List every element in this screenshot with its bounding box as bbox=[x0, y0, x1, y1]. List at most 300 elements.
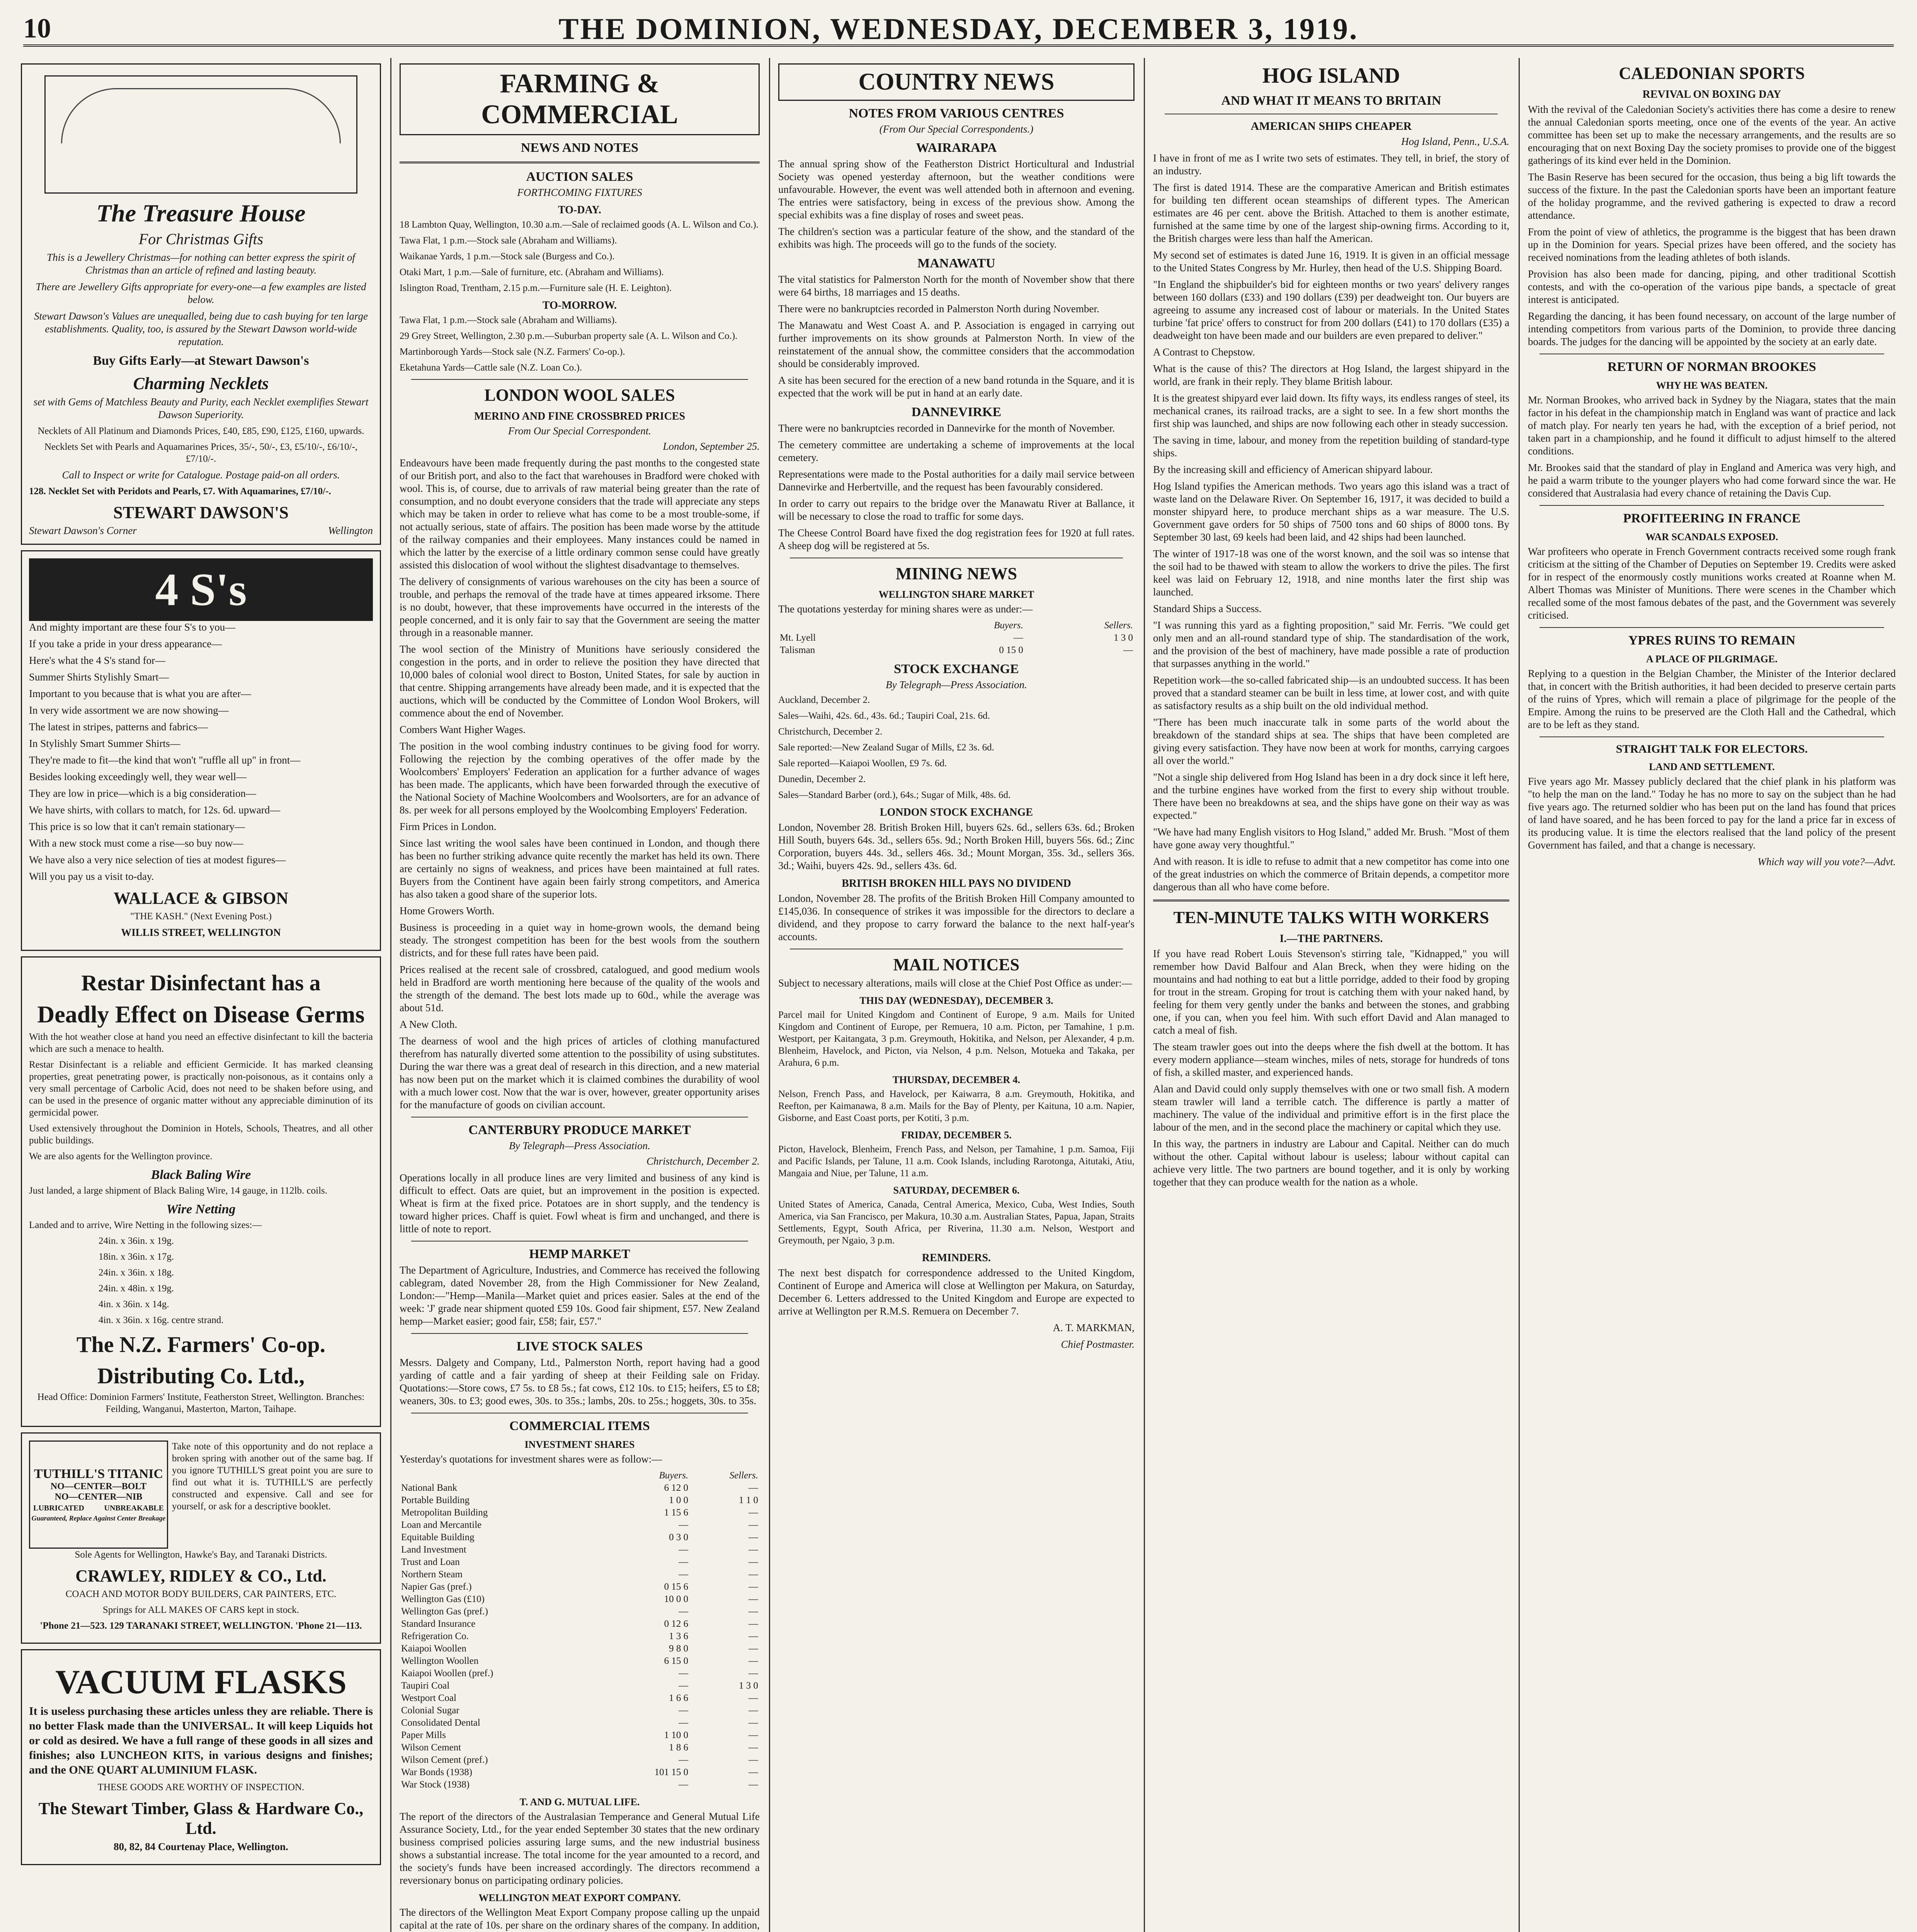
article-headline: HOG ISLAND bbox=[1262, 64, 1400, 88]
paragraph: "I was running this yard as a fighting proposition," said Mr. Ferris. "We could get only men and an all-round standard type of ship. The standardisation of the work, and the provision of the best of machinery, have made possible a rate of production that surpasses anything in the world." bbox=[1153, 619, 1509, 669]
table-cell: 1 6 6 bbox=[669, 1693, 689, 1703]
mail-day-text: Parcel mail for United Kingdom and Continent of Europe, 9 a.m. Mails for United Kingdom and Continent of Europe, per Remuera, 10 a.m. Picton, per Tamahine, 1 p.m. Westport, per Kaitangata, 3 p.m. Greymouth, Hokitika, and Nelson, per Alexander, 4 p.m. Blenheim, Havelock, and Picton, via Nelson, 4 p.m. Nelson, Motueka and Takaka, per Arahura, 6 p.m. bbox=[778, 1010, 1135, 1068]
table-cell: — bbox=[748, 1693, 758, 1703]
table-cell: 1 15 6 bbox=[664, 1507, 689, 1518]
paragraph: Dunedin, December 2. bbox=[778, 774, 866, 784]
paragraph: 18 Lambton Quay, Wellington, 10.30 a.m.—Sale of reclaimed goods (A. L. Wilson and Co.). bbox=[400, 219, 759, 230]
table-row bbox=[400, 1717, 760, 1729]
paragraph: And mighty important are these four S's to you— bbox=[29, 621, 236, 633]
ad-body: With the hot weather close at hand you need an effective disinfectant to kill the bacteria which are such a menace to health. bbox=[29, 1032, 373, 1054]
ad-title: Deadly Effect on Disease Germs bbox=[37, 1002, 365, 1028]
paragraph: Sales—Standard Barber (ord.), 64s.; Sugar of Milk, 48s. 6d. bbox=[778, 790, 1011, 800]
table-cell: Wellington Gas (pref.) bbox=[401, 1606, 488, 1617]
table-cell: Paper Mills bbox=[401, 1730, 446, 1740]
table-cell: Wilson Cement bbox=[401, 1742, 461, 1753]
ad-firm: Distributing Co. Ltd., bbox=[97, 1363, 305, 1388]
logo-text: LUBRICATED bbox=[33, 1504, 84, 1512]
logo-text: TUTHILL'S TITANIC bbox=[34, 1467, 163, 1481]
table-cell: Napier Gas (pref.) bbox=[401, 1582, 472, 1592]
table-cell: Mt. Lyell bbox=[780, 633, 816, 643]
paragraph: With the revival of the Caledonian Society's activities there has come a desire to renew the annual Caledonian sports meeting, once one of the events of the year. An active committee has been set up to make the necessary arrangements, and the results are so encouraging that on next Boxing Day the society promises to provide one of the biggest gatherings of its kind ever held in the Dominion. bbox=[1528, 104, 1896, 166]
table-row bbox=[400, 1544, 760, 1556]
table-row bbox=[400, 1494, 760, 1507]
article-body: Operations locally in all produce lines are very limited and business of any kind is difficult to effect. Oats are quiet, but an improvement in the position is expected. Wheat is firm at the fixed price. Potatoes are in short supply, and the tendency is toward higher prices. Chaff is quiet. Fowl wheat is firm and unchanged, and there is little of note to report. bbox=[400, 1172, 760, 1235]
section-title: FARMING & COMMERCIAL bbox=[481, 69, 678, 129]
table-cell: — bbox=[679, 1779, 689, 1790]
paragraph: Standard Ships a Success. bbox=[1153, 603, 1262, 614]
table-row bbox=[400, 1754, 760, 1766]
titanic-logo bbox=[29, 1440, 168, 1549]
paragraph: 4in. x 36in. x 14g. bbox=[99, 1299, 169, 1310]
table-row bbox=[400, 1618, 760, 1630]
logo-text: Guaranteed, Replace Against Center Breakage bbox=[31, 1514, 166, 1522]
paragraph: Here's what the 4 S's stand for— bbox=[29, 655, 166, 666]
table-cell: 10 0 0 bbox=[664, 1594, 689, 1604]
logo-text: NO—CENTER—BOLT bbox=[50, 1481, 147, 1492]
ad-cta: Buy Gifts Early—at Stewart Dawson's bbox=[93, 354, 309, 368]
paragraph: With a new stock must come a rise—so buy now— bbox=[29, 837, 243, 849]
paragraph: The children's section was a particular feature of the show, and the standard of the exhibits was high. The proceeds will go to the funds of the society. bbox=[778, 226, 1135, 250]
table-cell: — bbox=[679, 1606, 689, 1617]
paragraph: This price is so low that it can't remain stationary— bbox=[29, 821, 245, 832]
table-cell: Taupiri Coal bbox=[401, 1680, 450, 1691]
paragraph: Besides looking exceedingly well, they wear well— bbox=[29, 771, 247, 782]
table-cell: — bbox=[679, 1544, 689, 1555]
paragraph: 4in. x 36in. x 16g. centre strand. bbox=[99, 1315, 224, 1325]
paragraph: Repetition work—the so-called fabricated ship—is an undoubted success. It has been proved that a standard steamer can be built in less time, at lower cost, and with quite as satisfactory results as a ship built on the old individual method. bbox=[1153, 674, 1509, 711]
article-subhead: BRITISH BROKEN HILL PAYS NO DIVIDEND bbox=[842, 878, 1071, 889]
ad-body: This is a Jewellery Christmas—for nothing can better express the spirit of Christmas than an article of refined and lasting beauty. bbox=[47, 252, 355, 276]
ad-firm-tag: "THE KASH." (Next Evening Post.) bbox=[130, 911, 272, 922]
article-body: Replying to a question in the Belgian Chamber, the Minister of the Interior declared that, in concert with the British authorities, it had been decided to preserve certain parts of the ruins of Ypres, which will remain a place of pilgrimage for the people of the Empire. Among the ruins to be preserved are the Cloth Hall and the Cathedral, which are to be left as they stand. bbox=[1528, 668, 1896, 730]
ad-body: Landed and to arrive, Wire Netting in the following sizes:— bbox=[29, 1220, 262, 1230]
table-cell: — bbox=[748, 1532, 758, 1543]
four-s-ad bbox=[21, 550, 381, 951]
ad-title: Restar Disinfectant has a bbox=[81, 970, 321, 995]
ad-heading: Black Baling Wire bbox=[151, 1168, 251, 1182]
article-headline: MINING NEWS bbox=[895, 564, 1017, 583]
table-cell: 1 8 6 bbox=[669, 1742, 689, 1753]
article-body bbox=[1528, 103, 1896, 348]
section-banner bbox=[778, 63, 1135, 101]
table-cell: Refrigeration Co. bbox=[401, 1631, 469, 1641]
paragraph: Waikanae Yards, 1 p.m.—Stock sale (Burgess and Co.). bbox=[400, 251, 615, 262]
treasure-house-ad bbox=[21, 63, 381, 545]
paragraph: Christchurch, December 2. bbox=[778, 726, 883, 737]
ad-subtitle: For Christmas Gifts bbox=[138, 230, 264, 248]
table-cell: Wellington Gas (£10) bbox=[401, 1594, 485, 1604]
ad-body: Just landed, a large shipment of Black Baling Wire, 14 gauge, in 112lb. coils. bbox=[29, 1185, 327, 1196]
mail-schedule bbox=[778, 995, 1135, 1247]
table-row bbox=[400, 1630, 760, 1643]
table-cell: War Bonds (1938) bbox=[401, 1767, 473, 1777]
dateline: London, September 25. bbox=[663, 440, 760, 452]
table-cell: Standard Insurance bbox=[401, 1619, 476, 1629]
paragraph: The Manawatu and West Coast A. and P. Association is engaged in carrying out further improvements on its show grounds at Palmerston North. In view of the reinstatement of the annual show, the committee considers that the accommodation should be considerably improved. bbox=[778, 320, 1135, 369]
page-number: 10 bbox=[23, 13, 51, 44]
article-subhead: T. AND G. MUTUAL LIFE. bbox=[519, 1796, 640, 1808]
paragraph: A Contrast to Chepstow. bbox=[1153, 346, 1255, 358]
paragraph: Firm Prices in London. bbox=[400, 821, 497, 832]
logo-text: NO—CENTER—NIB bbox=[54, 1492, 143, 1502]
paragraph: Provision has also been made for dancing, piping, and other traditional Scottish contests, and with the co-operation of the various pipe bands, a spectacle of great interest is anticipated. bbox=[1528, 268, 1896, 305]
paragraph: What is the cause of this? The directors at Hog Island, the largest shipyard in the world, are frank in their reply. They blame British labour. bbox=[1153, 363, 1509, 387]
paragraph: Otaki Mart, 1 p.m.—Sale of furniture, etc. (Abraham and Williams). bbox=[400, 267, 664, 277]
paragraph: The position in the wool combing industry continues to be giving food for worry. Following the rejection by the combing operatives of the offer made by the Woolcombers' Employers' Federation an application for a further advance of wages has been made. The applicants, which have been forwarded through the executive of the National Society of Machine Woolcombers and Woolsorters, are for an advance of 8s. per week for all persons employed by the Woolcombing Employers' Federation. bbox=[400, 740, 760, 816]
table-row bbox=[400, 1568, 760, 1581]
paragraph: Regarding the dancing, it has been found necessary, on account of the large number of intending competitors from various parts of the Dominion, to provide three dancing boards. The judges for the dancing will be appointed by the society at an early date. bbox=[1528, 310, 1896, 347]
table-cell: — bbox=[748, 1507, 758, 1518]
paragraph: Tawa Flat, 1 p.m.—Stock sale (Abraham and Williams). bbox=[400, 315, 617, 325]
table-row bbox=[400, 1593, 760, 1605]
article-body: War profiteers who operate in French Government contracts received some rough frank criticism at the sitting of the Chamber of Deputies on September 19. Credits were asked for in respect of the enormously costly munitions works created at Roanne when M. Albert Thomas was Minister of Munitions. There were scenes in the Chamber which recalled some of the most famous debates of the past, and the Government was severely criticised. bbox=[1528, 546, 1896, 621]
paragraph: We have also a very nice selection of ties at modest figures— bbox=[29, 854, 286, 866]
paragraph: The annual spring show of the Featherston District Horticultural and Industrial Society was opened yesterday afternoon, but the weather conditions were unfavourable. However, the event was well attended both in afternoon and evening. The entries were satisfactory, being in excess of the previous show. Among the special exhibits was a fine display of roses and sweet peas. bbox=[778, 158, 1135, 221]
article-body: London, November 28. British Broken Hill, buyers 62s. 6d., sellers 63s. 6d.; Broken Hill South, buyers 64s. 3d., sellers 65s. 9d.; North Broken Hill, buyers 56s. 6d.; Zinc Corporation, buyers 44s. 3d., sellers 46s. 3d.; Mount Morgan, 35s. 3d., sellers 36s. 3d.; Waihi, buyers 42s. 9d., sellers 43s. 6d. bbox=[778, 821, 1135, 871]
article-body bbox=[1528, 394, 1896, 500]
table-row bbox=[400, 1482, 760, 1494]
table-row bbox=[778, 644, 1135, 656]
mail-day-heading: THIS DAY (WEDNESDAY), DECEMBER 3. bbox=[859, 995, 1053, 1006]
paragraph: Prices realised at the recent sale of crossbred, catalogued, and good medium wools held in Bradford are worth mentioning here because of the quality of the wools and the strength of the demand. The best lots made up to 60d., while the average was about 51d. bbox=[400, 964, 760, 1014]
paragraph: "In England the shipbuilder's bid for eighteen months or two years' delivery ranges between 160 dollars (£33) and 190 dollars (£39) per deadweight ton. Our buyers are agreeing to assume any increased cost of labour or materials. In the United States turbine 'fat price' offers to construct for from 200 dollars (£41) to 170 dollars (£35) a deadweight ton have been made and our builders are even prepared to deliver." bbox=[1153, 279, 1509, 341]
ad-heading: Charming Necklets bbox=[133, 374, 269, 393]
paragraph: The latest in stripes, patterns and fabrics— bbox=[29, 721, 208, 733]
table-cell: War Stock (1938) bbox=[401, 1779, 470, 1790]
ad-body: Call to Inspect or write for Catalogue. Postage paid-on all orders. bbox=[62, 469, 340, 481]
paragraph: In very wide assortment we are now showing— bbox=[29, 704, 229, 716]
table-cell: 0 15 0 bbox=[999, 645, 1023, 655]
ad-body: Stewart Dawson's Values are unequalled, being due to cash buying for ten large establishments. Quality, too, is assured by the Stewart Dawson world-wide reputation. bbox=[34, 310, 368, 347]
paragraph: From the point of view of athletics, the programme is the biggest that has been drawn up in the Dominion for years. Special prizes have been offered, and the society has received nominations from the leading athletes of both islands. bbox=[1528, 226, 1896, 263]
paragraph: Business is proceeding in a quiet way in home-grown wools, the demand being steady. The strongest competition has been for the best wools from the southern districts, and for these full rates have been paid. bbox=[400, 922, 760, 959]
article-body bbox=[778, 273, 1135, 400]
paragraph: The Cheese Control Board have fixed the dog registration fees for 1920 at full rates. A sheep dog will be registered at 5s. bbox=[778, 527, 1135, 551]
table-row bbox=[400, 1692, 760, 1704]
table-cell: 0 15 6 bbox=[664, 1582, 689, 1592]
table-cell: — bbox=[748, 1755, 758, 1765]
table-cell: Consolidated Dental bbox=[401, 1718, 480, 1728]
paragraph: "There has been much inaccurate talk in some parts of the world about the breakdown of the standard ships at sea. The ships that have been completed are giving every satisfaction. They have now been at work for months, carrying cargoes all over the world." bbox=[1153, 716, 1509, 766]
table-cell: — bbox=[748, 1668, 758, 1679]
article-body: The quotations yesterday for mining shares were as under:— bbox=[778, 603, 1033, 615]
table-cell: Wellington Woollen bbox=[401, 1656, 479, 1666]
table-cell: — bbox=[679, 1718, 689, 1728]
paragraph: Islington Road, Trentham, 2.15 p.m.—Furniture sale (H. E. Leighton). bbox=[400, 283, 672, 293]
paragraph: I have in front of me as I write two sets of estimates. They tell, in brief, the story of an industry. bbox=[1153, 152, 1509, 177]
paragraph: The wool section of the Ministry of Munitions have seriously considered the congestion in the ports, and in order to relieve the position they have directed that 10,000 bales of colonial wool direct to Boston, United States, for sale by auction in that centre. Shipping arrangements have already been made, and it is expected that the auctions, which will be conducted by the Committee of London Wool Brokers, will commence about the end of November. bbox=[400, 643, 760, 719]
ad-firm: The Stewart Timber, Glass & Hardware Co., Ltd. bbox=[38, 1799, 364, 1838]
table-row bbox=[400, 1519, 760, 1531]
table-cell: 1 3 0 bbox=[739, 1680, 758, 1691]
table-cell: Equitable Building bbox=[401, 1532, 475, 1543]
table-row bbox=[400, 1742, 760, 1754]
ad-firm-addr: 80, 82, 84 Courtenay Place, Wellington. bbox=[114, 1841, 288, 1852]
paragraph: Combers Want Higher Wages. bbox=[400, 724, 526, 735]
paragraph: Hog Island typifies the American methods. Two years ago this island was a tract of waste land on the Delaware River. On September 16, 1917, it was decided to build a monster shipyard here, to produce merchant ships as a war measure. The U.S. Government gave orders for 50 ships of 7500 tons and 60 ships of 8000 tons. By September 30 last, 69 keels had been laid, and 42 ships had been launched. bbox=[1153, 480, 1509, 543]
article-headline: LIVE STOCK SALES bbox=[516, 1339, 643, 1354]
table-cell: — bbox=[748, 1718, 758, 1728]
article-body bbox=[778, 422, 1135, 552]
table-header: Buyers. bbox=[994, 620, 1023, 631]
paragraph: A New Cloth. bbox=[400, 1019, 458, 1030]
table-header: Sellers. bbox=[729, 1470, 758, 1481]
masthead bbox=[23, 8, 1894, 47]
article-headline: TEN-MINUTE TALKS WITH WORKERS bbox=[1173, 908, 1489, 927]
article-subhead: WELLINGTON MEAT EXPORT COMPANY. bbox=[478, 1892, 681, 1903]
paragraph: There were no bankruptcies recorded in Palmerston North during November. bbox=[778, 303, 1099, 315]
share-table bbox=[400, 1469, 760, 1791]
article-subhead: REVIVAL ON BOXING DAY bbox=[1642, 88, 1781, 100]
table-cell: Wilson Cement (pref.) bbox=[401, 1755, 488, 1765]
ad-title: 4 S's bbox=[29, 558, 373, 621]
article-body bbox=[1153, 152, 1509, 893]
table-cell: — bbox=[748, 1582, 758, 1592]
mail-day-heading: SATURDAY, DECEMBER 6. bbox=[893, 1185, 1020, 1196]
paragraph: 24in. x 36in. x 19g. bbox=[99, 1236, 174, 1246]
table-cell: Loan and Mercantile bbox=[401, 1520, 482, 1530]
ad-firm-sub: Springs for ALL MAKES OF CARS kept in stock. bbox=[102, 1605, 299, 1615]
table-cell: Westport Coal bbox=[401, 1693, 457, 1703]
ad-body: There are Jewellery Gifts appropriate for every-one—a few examples are listed below. bbox=[36, 281, 366, 305]
article-subhead: FORTHCOMING FIXTURES bbox=[517, 187, 642, 198]
paragraph: Important to you because that is what you are after— bbox=[29, 688, 252, 699]
article-subhead: AND WHAT IT MEANS TO BRITAIN bbox=[1221, 94, 1441, 108]
article-headline: HEMP MARKET bbox=[529, 1247, 630, 1261]
table-cell: — bbox=[748, 1520, 758, 1530]
table-row bbox=[400, 1680, 760, 1692]
article-subhead: AMERICAN SHIPS CHEAPER bbox=[1250, 120, 1412, 133]
table-cell: 1 3 0 bbox=[1114, 633, 1133, 643]
ad-firm-addr: 'Phone 21—523. 129 TARANAKI STREET, WELLINGTON. 'Phone 21—113. bbox=[40, 1621, 362, 1631]
price-line: Necklets of All Platinum and Diamonds Prices, £40, £85, £90, £125, £160, upwards. bbox=[37, 426, 364, 436]
section-subtitle: NEWS AND NOTES bbox=[520, 141, 639, 155]
article-headline: LONDON WOOL SALES bbox=[484, 386, 675, 405]
mail-day-text: United States of America, Canada, Central America, Mexico, Cuba, West Indies, South America, via San Francisco, per Makura, 10.30 a.m. Australian States, Papua, Japan, Straits Settlements, Egypt, South Africa, per Riverina, 11.30 a.m. Nelson, Westport and Greymouth, per Ngaio, 3 p.m. bbox=[778, 1199, 1135, 1246]
table-cell: — bbox=[748, 1483, 758, 1493]
table-cell: — bbox=[748, 1631, 758, 1641]
table-row bbox=[400, 1779, 760, 1791]
section-subtitle: NOTES FROM VARIOUS CENTRES bbox=[849, 106, 1064, 121]
ad-firm-sub: Stewart Dawson's Corner bbox=[29, 525, 137, 536]
table-cell: — bbox=[748, 1742, 758, 1753]
table-cell: — bbox=[679, 1755, 689, 1765]
table-cell: Metropolitan Building bbox=[401, 1507, 488, 1518]
table-row bbox=[400, 1556, 760, 1568]
hog-island-column bbox=[1148, 58, 1515, 1932]
article-headline: YPRES RUINS TO REMAIN bbox=[1628, 633, 1796, 648]
article-subhead: MERINO AND FINE CROSSBRED PRICES bbox=[474, 410, 685, 422]
paragraph: In order to carry out repairs to the bridge over the Manawatu River at Ballance, it will be necessary to close the road to traffic for some days. bbox=[778, 498, 1135, 522]
column-rule bbox=[1144, 58, 1145, 1932]
ad-body: Restar Disinfectant is a reliable and efficient Germicide. It has marked cleansing properties, great penetrating power, is practically non-poisonous, as it contains only a very small percentage of Carbolic Acid, does not need to be shaken before using, and can be used in the presence of organic matter without any appreciable diminution of its germicidal power. bbox=[29, 1060, 373, 1118]
ad-title: The Treasure House bbox=[96, 199, 306, 227]
paragraph: Auckland, December 2. bbox=[778, 695, 870, 705]
paragraph: The Basin Reserve has been secured for the occasion, thus being a big lift towards the success of the fixture. In the past the Caledonian sports have been an important feature of the holiday programme, and the revived gathering is expected to draw a record attendance. bbox=[1528, 171, 1896, 221]
ornamental-arch-graphic bbox=[44, 75, 357, 194]
article-headline: STRAIGHT TALK FOR ELECTORS. bbox=[1616, 743, 1808, 755]
table-row bbox=[778, 632, 1135, 644]
table-row bbox=[400, 1507, 760, 1519]
article-headline: MAIL NOTICES bbox=[893, 955, 1020, 974]
farming-commercial-column bbox=[394, 58, 765, 1932]
sports-column bbox=[1522, 58, 1901, 1932]
paragraph: The cemetery committee are undertaking a scheme of improvements at the local cemetery. bbox=[778, 439, 1135, 463]
table-cell: Land Investment bbox=[401, 1544, 466, 1555]
article-body: London, November 28. The profits of the British Broken Hill Company amounted to £145,036. In consequence of strikes it was impossible for the directors to declare a dividend, and they propose to carry forward the balance to the next half-year's accounts. bbox=[778, 893, 1135, 942]
table-cell: — bbox=[748, 1767, 758, 1777]
table-cell: — bbox=[679, 1680, 689, 1691]
paragraph: Since last writing the wool sales have been continued in London, and though there has been no further striking advance quite recently the market has held its own. There are certainly no signs of weakness, and prices have been maintained at full rates. Buyers from the Continent have again been fairly strong competitors, and America has also taken a good share of the superior lots. bbox=[400, 837, 760, 900]
article-subhead: REMINDERS. bbox=[922, 1252, 991, 1264]
article-subhead: WHY HE WAS BEATEN. bbox=[1656, 380, 1768, 391]
ad-lines bbox=[29, 621, 373, 883]
paragraph: The steam trawler goes out into the deeps where the fish dwell at the bottom. It has every modern appliance—steam winches, miles of nets, storage for hundreds of tons of fish, a skilled master, and experienced hands. bbox=[1153, 1041, 1509, 1078]
table-cell: — bbox=[679, 1668, 689, 1679]
signature: Chief Postmaster. bbox=[1061, 1338, 1135, 1350]
paragraph: Summer Shirts Stylishly Smart— bbox=[29, 671, 169, 683]
table-cell: — bbox=[679, 1557, 689, 1567]
article-source: (From Our Special Correspondents.) bbox=[879, 123, 1034, 135]
advertisements-column bbox=[15, 58, 386, 1932]
mail-day-text: Nelson, French Pass, and Havelock, per Kaiwarra, 8 a.m. Greymouth, Hokitika, and Reefton, per Kaimanawa, 8 a.m. Mails for the Bay of Plenty, per Kaituna, 10 a.m. Napier, Gisborne, and East Coast ports, per Kotiti, 3 p.m. bbox=[778, 1089, 1135, 1123]
ad-firm-sub: Wellington bbox=[328, 525, 373, 536]
paragraph: In this way, the partners in industry are Labour and Capital. Neither can do much without the other. Capital without labour is useless; labour without capital can achieve very little. The two partners are bound together, and it is only by working together that they can produce wealth for the nation as a whole. bbox=[1153, 1138, 1509, 1188]
signature: Which way will you vote?—Advt. bbox=[1757, 856, 1896, 867]
paragraph: A site has been secured for the erection of a new band rotunda in the Square, and it is expected that the work will be put in hand at an early date. bbox=[778, 374, 1135, 399]
table-cell: — bbox=[748, 1606, 758, 1617]
article-body bbox=[778, 158, 1135, 251]
table-header: Buyers. bbox=[659, 1470, 689, 1481]
mail-day-heading: FRIDAY, DECEMBER 5. bbox=[901, 1129, 1012, 1141]
size-list bbox=[29, 1235, 373, 1326]
paragraph: The vital statistics for Palmerston North for the month of November show that there were 64 births, 18 marriages and 15 deaths. bbox=[778, 274, 1135, 298]
paragraph: Mr. Brookes said that the standard of play in England and America was very high, and he paid a warm tribute to the younger players who had come forward since the war. He considered that Australasia had every chance of retaining the Davis Cup. bbox=[1528, 462, 1896, 499]
table-cell: — bbox=[748, 1643, 758, 1654]
table-row bbox=[400, 1655, 760, 1667]
ad-heading: Wire Netting bbox=[166, 1202, 236, 1216]
logo-text: UNBREAKABLE bbox=[104, 1504, 164, 1512]
paragraph: The first is dated 1914. These are the comparative American and British estimates for building ten different ocean steamships of different types. The American estimates are 46 per cent. above the British. Attached to them is another estimate, furnished at the same time by one of the largest ship-owning firms. According to it, the British charges were less than half the American. bbox=[1153, 182, 1509, 244]
region-heading: WAIRARAPA bbox=[916, 141, 997, 155]
table-cell: 1 3 6 bbox=[669, 1631, 689, 1641]
fixture-list bbox=[400, 219, 760, 294]
paragraph: The dearness of wool and the high prices of articles of clothing manufactured therefrom has naturally diverted some attention to the possibility of using substitutes. During the war there was a great deal of research in this direction, and a new material has now been put on the market which it is claimed combines the durability of wool with a much lower cost. Now that the war is over, however, greater opportunity arises for the manufacture of goods on civilian account. bbox=[400, 1035, 760, 1111]
mail-day-heading: THURSDAY, DECEMBER 4. bbox=[892, 1074, 1021, 1085]
section-title: COUNTRY NEWS bbox=[858, 69, 1055, 95]
table-header: Sellers. bbox=[1104, 620, 1133, 631]
table-cell: — bbox=[748, 1705, 758, 1716]
article-body bbox=[778, 694, 1135, 801]
paragraph: In Stylishly Smart Summer Shirts— bbox=[29, 738, 180, 749]
article-body: Yesterday's quotations for investment shares were as follow:— bbox=[400, 1453, 662, 1465]
paragraph: 29 Grey Street, Wellington, 2.30 p.m.—Suburban property sale (A. L. Wilson and Co.). bbox=[400, 331, 738, 341]
ad-body: We are also agents for the Wellington province. bbox=[29, 1151, 213, 1162]
ad-firm-addr: Head Office: Dominion Farmers' Institute, Featherston Street, Wellington. Branches: Feilding, Wanganui, Masterton, Marton, Taihape. bbox=[37, 1392, 365, 1414]
article-body: Messrs. Dalgety and Company, Ltd., Palmerston North, report having had a good yarding of cattle and a fair yarding of sheep at their Feilding sale on Friday. Quotations:—Store cows, £7 5s. to £8 5s.; fat cows, £12 10s. to £15; heifers, £5 to £8; weaners, 30s. to £3; good ewes, 30s. to 35s.; lambs, 20s. to 25s.; hoggets, 30s. to 35s. bbox=[400, 1357, 760, 1406]
paragraph: And with reason. It is idle to refuse to admit that a new competitor has come into one of the great industries on which the commerce of Britain depends, a competitor more dangerous than all who have come before. bbox=[1153, 855, 1509, 893]
paragraph: Alan and David could only supply themselves with one or two small fish. A modern steam trawler will land a terrible catch. The difference is partly a matter of machinery. The value of the individual and primitive effort is in the first place the labour of the men, and in the second place the machinery or capital which they use. bbox=[1153, 1083, 1509, 1133]
table-cell: — bbox=[1013, 633, 1023, 643]
article-subhead: INVESTMENT SHARES bbox=[524, 1439, 635, 1450]
table-cell: — bbox=[679, 1569, 689, 1580]
region-heading: DANNEVIRKE bbox=[911, 405, 1002, 419]
ad-body: Take note of this opportunity and do not replace a broken spring with another out of the same bag. If you ignore TUTHILL'S great point you are sure to find out what it is. TUTHILL'S are perfectly constructed and expensive. Call and see for yourself, or ask for a descriptive booklet. bbox=[172, 1441, 373, 1512]
paragraph: They are low in price—which is a big consideration— bbox=[29, 787, 256, 799]
paragraph: "Not a single ship delivered from Hog Island has been in a dry dock since it left here, and the turbine engines have worked from the first to every ship without trouble. There have been no breakdowns at sea, and the ships have gone on their way as was expected." bbox=[1153, 771, 1509, 821]
paragraph: Representations were made to the Postal authorities for a daily mail service between Dannevirke and Herbertville, and the request has been favourably considered. bbox=[778, 468, 1135, 493]
ad-title: VACUUM FLASKS bbox=[55, 1663, 347, 1701]
column-rule bbox=[1519, 58, 1520, 1932]
table-cell: Kaiapoi Woollen bbox=[401, 1643, 467, 1654]
column-rule bbox=[769, 58, 770, 1932]
ad-agents: Sole Agents for Wellington, Hawke's Bay, and Taranaki Districts. bbox=[75, 1549, 327, 1560]
table-cell: 9 8 0 bbox=[669, 1643, 689, 1654]
table-cell: Talisman bbox=[780, 645, 815, 655]
article-headline: CALEDONIAN SPORTS bbox=[1619, 64, 1805, 83]
ad-firm: The N.Z. Farmers' Co-op. bbox=[76, 1332, 326, 1357]
titanic-ad bbox=[21, 1432, 381, 1644]
paragraph: Martinborough Yards—Stock sale (N.Z. Farmers' Co-op.). bbox=[400, 347, 625, 357]
article-body: The report of the directors of the Australasian Temperance and General Mutual Life Assurance Society, Ltd., for the year ended September 30 states that the new ordinary business comprised policies assuring large sums, and the new industrial business shows a substantial increase. The total income for the year amounted to a record, and the society's funds have been increased accordingly. The directors recommend a reversionary bonus on participating ordinary policies. bbox=[400, 1811, 760, 1886]
country-news-column bbox=[773, 58, 1140, 1932]
table-cell: — bbox=[748, 1544, 758, 1555]
table-cell: 6 15 0 bbox=[664, 1656, 689, 1666]
table-cell: Kaiapoi Woollen (pref.) bbox=[401, 1668, 493, 1679]
paragraph: If you take a pride in your dress appearance— bbox=[29, 638, 222, 650]
table-cell: — bbox=[1123, 645, 1133, 655]
article-headline: PROFITEERING IN FRANCE bbox=[1623, 511, 1801, 526]
restar-ad bbox=[21, 956, 381, 1427]
table-row bbox=[400, 1704, 760, 1717]
ad-firm: WALLACE & GIBSON bbox=[113, 889, 289, 908]
paragraph: Endeavours have been made frequently during the past months to the congested state of our British port, and also to the fact that warehouses in Bradford were choked with wool. This is, of course, due to arrivals of raw material being greater than the rate of consumption, and no doubt everyone considers that the trade will appreciate any steps which may be taken in order to relieve what has come to be a most trouble-some, if not actually serious, state of affairs. The position has been made worse by the attitude of the railway companies and their employees. Many instances could be named in which the latter by the exercise of a little ordinary common sense could have greatly assisted this dislocation of wool without the slightest disadvantage to themselves. bbox=[400, 457, 760, 571]
paragraph: Eketahuna Yards—Cattle sale (N.Z. Loan Co.). bbox=[400, 362, 582, 373]
ad-tag: THESE GOODS ARE WORTHY OF INSPECTION. bbox=[97, 1782, 304, 1793]
article-body bbox=[1153, 947, 1509, 1189]
paragraph: The delivery of consignments of various warehouses on the city has been a source of trouble, and perhaps the removal of the trade have at times appeared irksome. There is no doubt, however, that these improvements have occurred in the interests of the people concerned, and it is only fair to say that the Government are seeing the matter through in a reasonable manner. bbox=[400, 576, 760, 638]
table-cell: — bbox=[679, 1520, 689, 1530]
paragraph: There were no bankruptcies recorded in Dannevirke for the month of November. bbox=[778, 422, 1115, 434]
newspaper-title: THE DOMINION, WEDNESDAY, DECEMBER 3, 1919. bbox=[558, 12, 1359, 46]
table-cell: Portable Building bbox=[401, 1495, 470, 1505]
table-cell: — bbox=[748, 1619, 758, 1629]
paragraph: Sale reported:—New Zealand Sugar of Mills, £2 3s. 6d. bbox=[778, 742, 994, 753]
table-row bbox=[400, 1605, 760, 1618]
mining-table bbox=[778, 619, 1135, 656]
table-row bbox=[400, 1581, 760, 1593]
mail-day-text: Picton, Havelock, Blenheim, French Pass, and Nelson, per Tamahine, 1 p.m. Samoa, Fiji and Pacific Islands, per Talune, 11 a.m. Cook Islands, including Rarotonga, Aitutaki, Atiu, Mangaia and Niue, per Talune, 11 a.m. bbox=[778, 1144, 1135, 1179]
article-body: Subject to necessary alterations, mails will close at the Chief Post Office as under:— bbox=[778, 977, 1132, 989]
table-row bbox=[400, 1729, 760, 1742]
table-row bbox=[400, 1531, 760, 1544]
article-body: The Department of Agriculture, Industries, and Commerce has received the following cablegram, dated November 28, from the High Commissioner for New Zealand, London:—"Hemp—Manila—Market quiet and prices easier. Sales at the end of the week: 'J' grade near shipment quoted £59 10s. Good fair shipment, £57. New Zealand hemp—Market easier; good fair, £58; fair, £57." bbox=[400, 1264, 760, 1327]
ad-firm-line bbox=[29, 525, 373, 537]
paragraph: If you have read Robert Louis Stevenson's stirring tale, "Kidnapped," you will remember how David Balfour and Alan Breck, when they were hiding on the mountains and had nothing to eat but a little porridge, added to their food by groping for trout in the stream. Groping for trout is catching them with your naked hand, by feeling for them very gently under the banks and between the stones, and grabbing one, if you can, when you feel him. With such effort David and Alan managed to catch a meal of fish. bbox=[1153, 948, 1509, 1036]
paragraph: It is the greatest shipyard ever laid down. Its fifty ways, its endless ranges of steel, its mechanical cranes, its railroad tracks, are a sight to see. In a few short months the first ship was launched, and ships are now following each other in steady succession. bbox=[1153, 392, 1509, 429]
table-cell: — bbox=[748, 1656, 758, 1666]
table-cell: Trust and Loan bbox=[401, 1557, 460, 1567]
article-subhead: LAND AND SETTLEMENT. bbox=[1649, 761, 1775, 772]
table-cell: 6 12 0 bbox=[664, 1483, 689, 1493]
ad-firm: CRAWLEY, RIDLEY & CO., Ltd. bbox=[75, 1566, 327, 1585]
paragraph: 24in. x 36in. x 18g. bbox=[99, 1267, 174, 1278]
table-cell: 101 15 0 bbox=[654, 1767, 689, 1777]
article-subhead: LONDON STOCK EXCHANGE bbox=[879, 806, 1033, 818]
day-heading: TO-MORROW. bbox=[542, 299, 617, 311]
paragraph: "We have had many English visitors to Hog Island," added Mr. Brush. "Most of them have gone away very thoughtful." bbox=[1153, 826, 1509, 850]
ad-body: It is useless purchasing these articles unless they are reliable. There is no better Flask made than the UNIVERSAL. It will keep Liquids hot or cold as desired. We have a full range of these goods in all sizes and finishes; also LUNCHEON KITS, in various designs and finishes; and the ONE QUART ALUMINIUM FLASK. bbox=[29, 1705, 373, 1776]
